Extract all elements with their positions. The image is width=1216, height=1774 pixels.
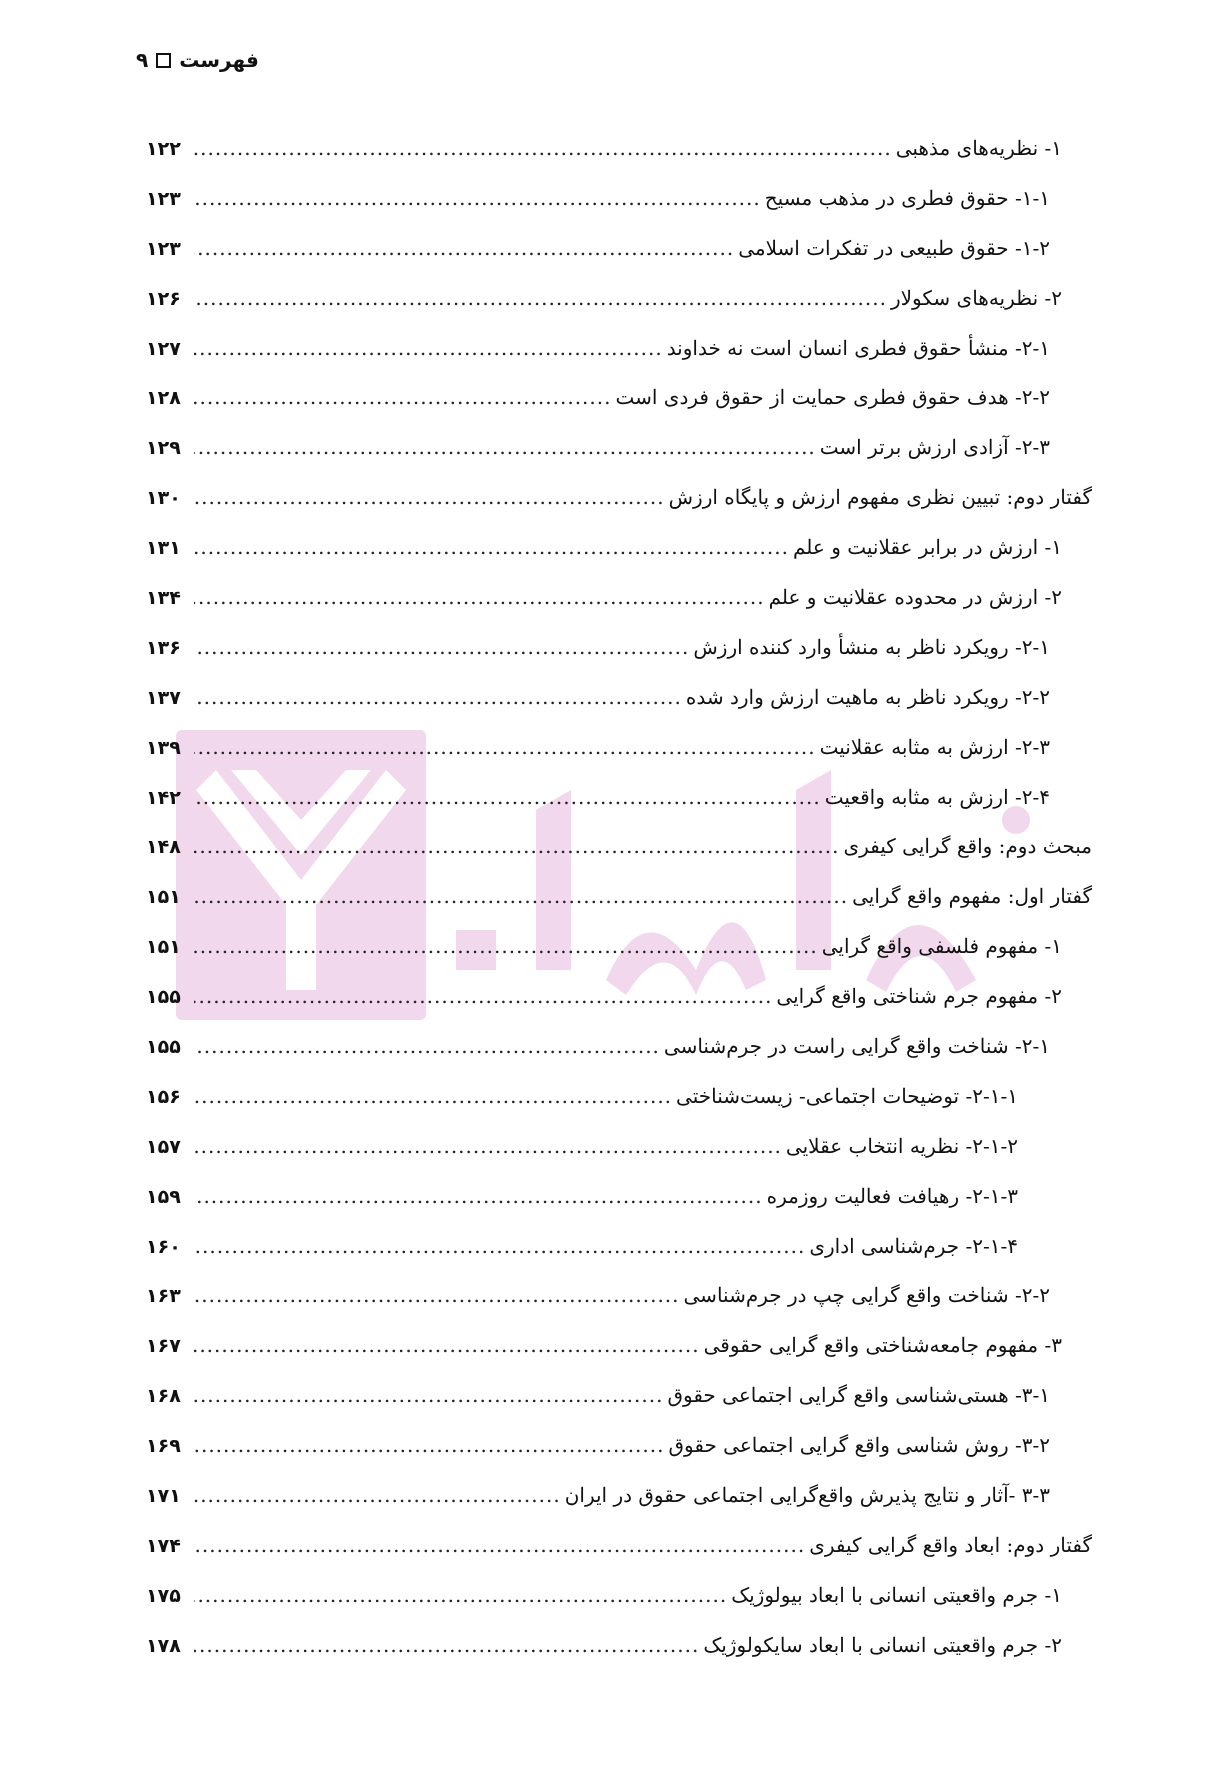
toc-entry-page: ۱۵۵ — [146, 1036, 181, 1059]
toc-entry[interactable] — [146, 635, 1062, 685]
toc-entry[interactable] — [146, 435, 1062, 485]
toc-entry-title: ۲-۴- ارزش به مثابه واقعیت — [824, 784, 1050, 809]
toc-entry-title: ۲-۲- شناخت واقع گرایی چپ در جرم‌شناسی — [683, 1283, 1050, 1308]
leader-dots — [194, 934, 818, 958]
toc-entry[interactable] — [146, 585, 1062, 635]
toc-entry-title: گفتار اول: مفهوم واقع گرایی — [852, 884, 1092, 909]
toc-entry-title: گفتار دوم: تبیین نظری مفهوم ارزش و پایگاه ارزش — [668, 485, 1092, 510]
toc-entry[interactable] — [146, 1533, 1092, 1583]
leader-dots — [194, 1134, 782, 1158]
leader-dots — [194, 1333, 700, 1357]
toc-entry[interactable] — [146, 1234, 1062, 1284]
toc-entry-title: ۲-۱-۴- جرم‌شناسی اداری — [809, 1233, 1018, 1258]
toc-entry-page: ۱۲۶ — [146, 287, 181, 310]
toc-entry-page: ۱۵۹ — [146, 1185, 181, 1208]
toc-entry-page: ۱۶۷ — [146, 1335, 181, 1358]
leader-dots — [194, 1583, 727, 1607]
toc-entry[interactable] — [146, 1134, 1062, 1184]
toc-entry-page: ۱۴۲ — [146, 786, 181, 809]
leader-dots — [194, 884, 848, 908]
toc-entry[interactable] — [146, 485, 1092, 535]
toc-entry[interactable] — [146, 735, 1062, 785]
toc-entry-title: ۲-۱-۳- رهیافت فعالیت روزمره — [766, 1183, 1018, 1208]
toc-entry-title: ۱-۲- حقوق طبیعی در تفکرات اسلامی — [738, 235, 1050, 260]
leader-dots — [194, 785, 821, 809]
leader-dots — [194, 336, 663, 360]
toc-entry-title: ۱- جرم واقعیتی انسانی با ابعاد بیولوژیک — [731, 1582, 1062, 1607]
toc-entry-title: ۲-۱-۱- توضیحات اجتماعی- زیست‌شناختی — [676, 1083, 1018, 1108]
toc-entry-page: ۱۷۵ — [146, 1584, 181, 1607]
toc-entry-page: ۱۲۳ — [146, 237, 181, 260]
toc-entry-page: ۱۴۸ — [146, 836, 181, 859]
leader-dots — [194, 186, 761, 210]
toc-entry-title: ۳- مفهوم جامعه‌شناختی واقع گرایی حقوقی — [703, 1333, 1062, 1358]
toc-entry-page: ۱۲۳ — [146, 187, 181, 210]
toc-entry[interactable] — [146, 1333, 1062, 1383]
toc-entry-page: ۱۷۱ — [146, 1485, 181, 1508]
toc-entry-title: ۱- ارزش در برابر عقلانیت و علم — [792, 535, 1062, 560]
toc-entry[interactable] — [146, 1433, 1062, 1483]
toc-entry-page: ۱۵۱ — [146, 886, 181, 909]
toc-entry-page: ۱۳۴ — [146, 587, 181, 610]
toc-entry-page: ۱۲۲ — [146, 138, 181, 160]
toc-entry-title: ۲-۲- رویکرد ناظر به ماهیت ارزش وارد شده — [685, 684, 1050, 709]
toc-entry[interactable] — [146, 834, 1092, 884]
toc-entry-page: ۱۲۹ — [146, 437, 181, 460]
toc-entry-title: ۲- جرم واقعیتی انسانی با ابعاد سایکولوژیک — [703, 1632, 1062, 1657]
page-title: فهرست — [179, 48, 259, 72]
toc-entry-title: ۳-۳ -آثار و نتایج پذیرش واقع‌گرایی اجتماعی حقوق در ایران — [564, 1483, 1050, 1508]
toc-entry[interactable] — [146, 1084, 1062, 1134]
toc-entry-title: ۲-۲- هدف حقوق فطری حمایت از حقوق فردی است — [615, 385, 1050, 410]
toc-entry-title: ۲-۱- شناخت واقع گرایی راست در جرم‌شناسی — [663, 1034, 1050, 1059]
toc-entry-title: ۲- مفهوم جرم شناختی واقع گرایی — [776, 984, 1062, 1009]
leader-dots — [194, 385, 611, 409]
leader-dots — [194, 236, 734, 260]
toc-entry-page: ۱۶۳ — [146, 1285, 181, 1308]
toc-entry[interactable] — [146, 336, 1062, 386]
table-of-contents — [146, 136, 1092, 1683]
leader-dots — [194, 1234, 805, 1258]
toc-entry-title: ۲-۳- ارزش به مثابه عقلانیت — [819, 734, 1050, 759]
toc-entry-title: ۱- مفهوم فلسفی واقع گرایی — [821, 934, 1062, 959]
toc-entry[interactable] — [146, 1583, 1062, 1633]
leader-dots — [194, 1383, 663, 1407]
toc-entry-title: ۲-۳- آزادی ارزش برتر است — [819, 435, 1050, 460]
toc-entry-title: ۳-۲- روش شناسی واقع گرایی اجتماعی حقوق — [668, 1433, 1050, 1458]
leader-dots — [194, 735, 816, 759]
leader-dots — [194, 535, 789, 559]
toc-entry[interactable] — [146, 1184, 1062, 1234]
leader-dots — [194, 1633, 699, 1657]
toc-entry[interactable] — [146, 934, 1062, 984]
toc-entry-page: ۱۳۶ — [146, 636, 181, 659]
toc-entry[interactable] — [146, 1034, 1062, 1084]
toc-entry-page: ۱۵۵ — [146, 986, 181, 1009]
leader-dots — [194, 984, 772, 1008]
toc-entry[interactable] — [146, 286, 1062, 336]
page-number: ۹ — [136, 48, 149, 72]
toc-entry-page: ۱۷۴ — [146, 1534, 181, 1557]
toc-entry-title: ۲- نظریه‌های سکولار — [890, 285, 1062, 310]
toc-entry[interactable] — [146, 884, 1092, 934]
toc-entry-title: ۲-۱-۲- نظریه انتخاب عقلایی — [785, 1133, 1018, 1158]
leader-dots — [194, 585, 765, 609]
toc-entry[interactable] — [146, 1283, 1062, 1333]
toc-entry-title: ۲-۱- منشأ حقوق فطری انسان است نه خداوند — [666, 335, 1050, 360]
leader-dots — [194, 834, 839, 858]
toc-entry[interactable] — [146, 535, 1062, 585]
toc-entry[interactable] — [146, 385, 1062, 435]
leader-dots — [194, 1283, 680, 1307]
toc-entry-title: ۳-۱- هستی‌شناسی واقع گرایی اجتماعی حقوق — [667, 1383, 1050, 1408]
page-header — [136, 48, 259, 72]
toc-entry[interactable] — [146, 136, 1062, 186]
leader-dots — [194, 435, 816, 459]
leader-dots — [194, 1483, 561, 1507]
leader-dots — [194, 1533, 805, 1557]
toc-entry[interactable] — [146, 1633, 1062, 1683]
toc-entry[interactable] — [146, 186, 1062, 236]
leader-dots — [194, 635, 689, 659]
toc-entry-page: ۱۶۸ — [146, 1385, 181, 1408]
leader-dots — [194, 136, 892, 160]
toc-entry-page: ۱۵۷ — [146, 1135, 181, 1158]
toc-entry-page: ۱۳۷ — [146, 686, 181, 709]
toc-entry[interactable] — [146, 1483, 1062, 1533]
toc-entry[interactable] — [146, 685, 1062, 735]
leader-dots — [194, 1034, 660, 1058]
toc-entry-title: ۲- ارزش در محدوده عقلانیت و علم — [768, 585, 1062, 610]
toc-entry[interactable] — [146, 984, 1062, 1034]
toc-entry-title: مبحث دوم: واقع گرایی کیفری — [843, 834, 1092, 859]
toc-entry-page: ۱۲۸ — [146, 387, 181, 410]
leader-dots — [194, 485, 665, 509]
square-icon — [156, 53, 171, 68]
toc-entry[interactable] — [146, 1383, 1062, 1433]
leader-dots — [194, 1184, 763, 1208]
toc-entry-page: ۱۶۹ — [146, 1435, 181, 1458]
toc-entry[interactable] — [146, 236, 1062, 286]
toc-entry-page: ۱۳۱ — [146, 537, 181, 560]
leader-dots — [194, 685, 682, 709]
toc-entry-page: ۱۲۷ — [146, 337, 181, 360]
toc-entry-title: گفتار دوم: ابعاد واقع گرایی کیفری — [809, 1532, 1092, 1557]
toc-entry-title: ۱- نظریه‌های مذهبی — [895, 136, 1062, 160]
leader-dots — [194, 286, 887, 310]
toc-entry-page: ۱۶۰ — [146, 1235, 181, 1258]
toc-entry-page: ۱۷۸ — [146, 1634, 181, 1657]
toc-entry-title: ۱-۱- حقوق فطری در مذهب مسیح — [764, 185, 1050, 210]
toc-entry[interactable] — [146, 785, 1062, 835]
toc-entry-title: ۲-۱- رویکرد ناظر به منشأ وارد کننده ارزش — [693, 634, 1050, 659]
toc-entry-page: ۱۵۶ — [146, 1085, 181, 1108]
toc-entry-page: ۱۵۱ — [146, 936, 181, 959]
toc-entry-page: ۱۳۰ — [146, 487, 181, 510]
leader-dots — [194, 1084, 672, 1108]
leader-dots — [194, 1433, 664, 1457]
toc-entry-page: ۱۳۹ — [146, 736, 181, 759]
